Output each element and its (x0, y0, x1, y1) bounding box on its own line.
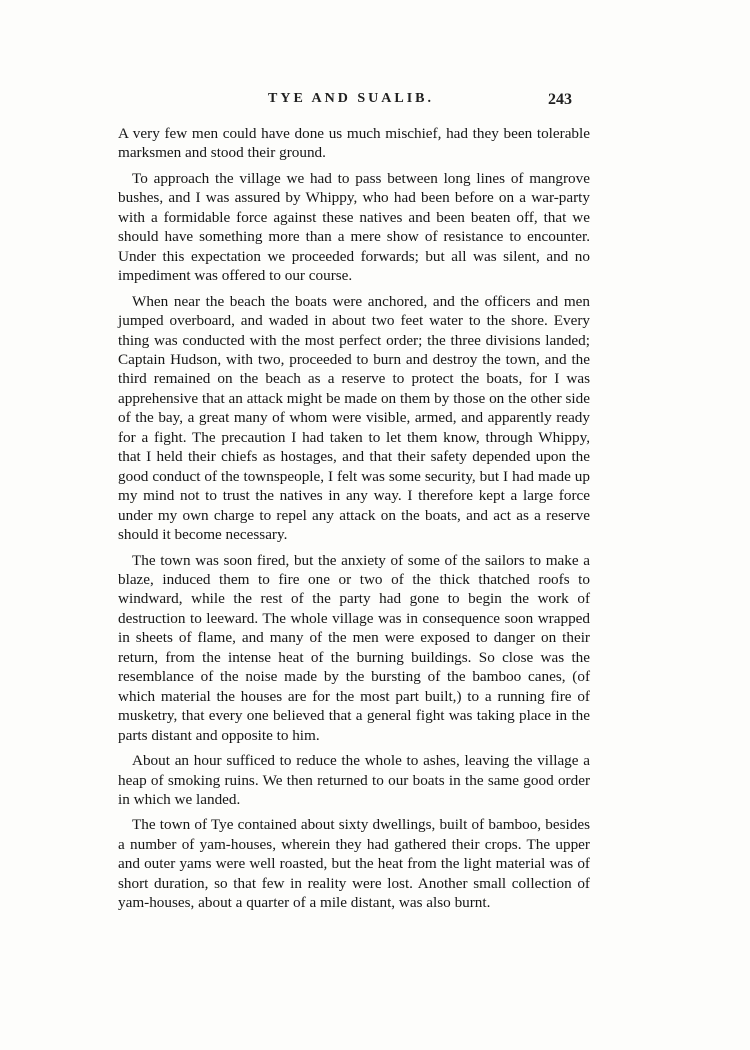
paragraph-continuation: A very few men could have done us much mischief, had they been tolerable marksmen and stood their ground. (118, 125, 590, 162)
body-text (118, 124, 590, 913)
page-number: 243 (548, 91, 572, 108)
paragraph-approach-village: To approach the village we had to pass between long lines of mangrove bushes, and I was assured by Whippy, who had been before on a war-party with a formidable force against these natives and been beaten off, that we should have something more than a mere show of resistance to encounter. Under this expectation we proceeded forwards; but all was silent, and no impediment was offered to our course. (118, 169, 590, 285)
running-head: TYE AND SUALIB. (268, 91, 434, 106)
paragraph-town-fired: The town was soon fired, but the anxiety of some of the sailors to make a blaze, induced them to fire one or two of the thick thatched roofs to windward, while the rest of the party had gone to begin the work of destruction to leeward. The whole village was in consequence soon wrapped in sheets of flame, and many of the men were exposed to danger on their return, from the intense heat of the burning buildings. So close was the resemblance of the noise made by the bursting of the bamboo canes, (of which material the houses are for the most part built,) to a running fire of musketry, that every one believed that a general fight was taking place in the parts distant and opposite to him. (118, 551, 590, 744)
paragraph-landing: When near the beach the boats were anchored, and the officers and men jumped overboard, and waded in about two feet water to the shore. Every thing was conducted with the most perfect order; the three divisions landed; Captain Hudson, with two, proceeded to burn and destroy the town, and the third remained on the beach as a reserve to protect the boats, for I was apprehensive that an attack might be made on them by those on the other side of the bay, a great many of whom were visible, armed, and apparently ready for a fight. The precaution I had taken to let them know, through Whippy, that I held their chiefs as hostages, and that their safety depended upon the good conduct of the townspeople, I felt was some security, but I had made up my mind not to trust the natives in any way. I therefore kept a large force under my own charge to repel any attack on the boats, and act as a reserve should it become necessary. (118, 292, 590, 544)
paragraph-ashes: About an hour sufficed to reduce the whole to ashes, leaving the village a heap of smoking ruins. We then returned to our boats in the same good order in which we landed. (118, 752, 590, 808)
paragraph-town-of-tye: The town of Tye contained about sixty dwellings, built of bamboo, besides a number of yam-houses, wherein they had gathered their crops. The upper and outer yams were well roasted, but the heat from the light material was of short duration, so that few in reality were lost. Another small collection of yam-houses, about a quarter of a mile distant, was also burnt. (118, 816, 590, 912)
